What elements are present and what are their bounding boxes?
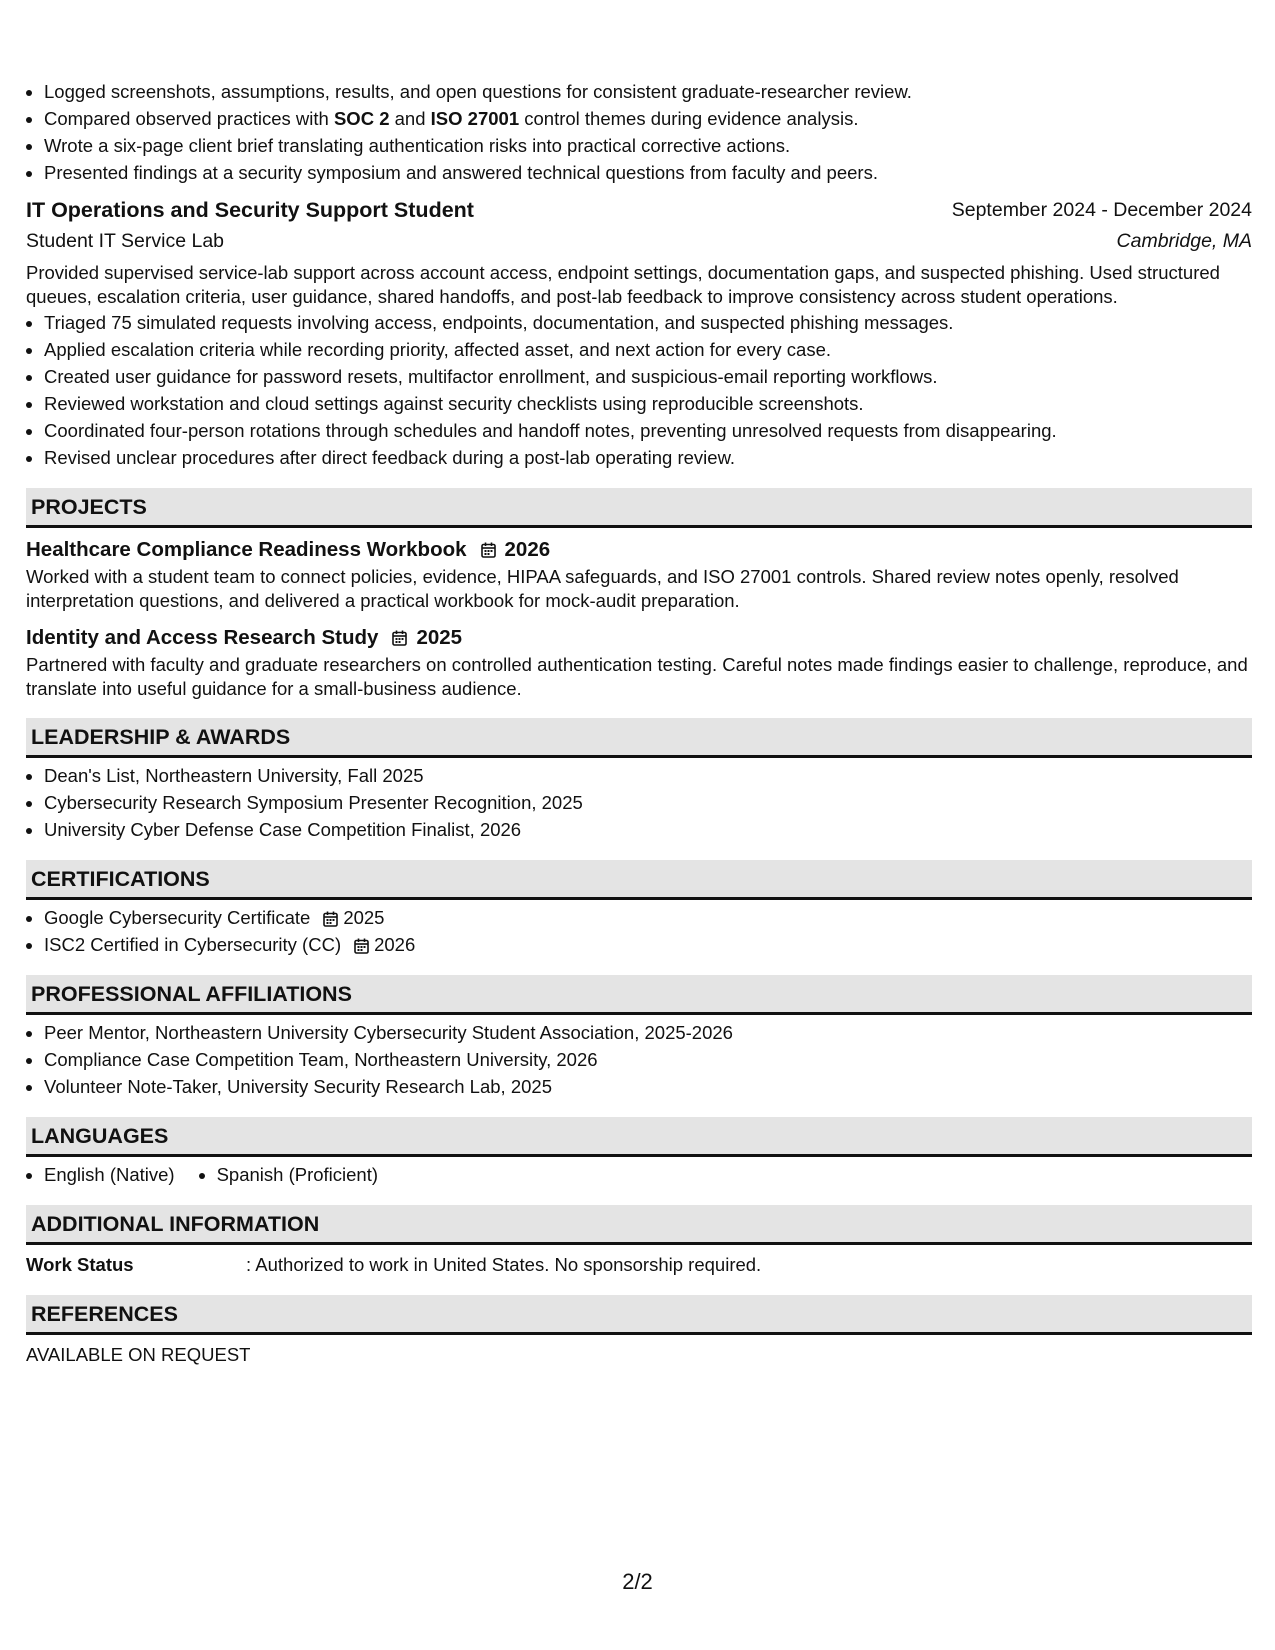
list-item: • Coordinated four-person rotations through schedules and handoff notes, preventing unresolved requests from disappearing. bbox=[44, 417, 1252, 444]
job-location: Cambridge, MA bbox=[1116, 230, 1252, 252]
page-number: 2/2 bbox=[622, 1569, 653, 1594]
project-year: 2026 bbox=[504, 538, 551, 561]
job-summary: Provided supervised service-lab support across account access, endpoint settings, documentation gaps, and suspected phishing. Used structured queues, escalation criteria, user guidance, shared handoffs, and post-lab feedback to improve consistency across student operations. bbox=[26, 262, 1220, 307]
list-item bbox=[44, 931, 1252, 958]
certifications-list bbox=[26, 904, 1252, 958]
language-item: • Spanish (Proficient) bbox=[217, 1161, 378, 1188]
text-segment: and bbox=[389, 108, 431, 129]
calendar-icon bbox=[323, 911, 338, 927]
list-item bbox=[44, 105, 1252, 132]
resume-page-2 bbox=[26, 78, 1252, 1368]
affiliations-list bbox=[26, 1019, 1252, 1100]
bold-term: SOC 2 bbox=[333, 108, 390, 129]
list-item: • Peer Mentor, Northeastern University Cybersecurity Student Association, 2025-2026 bbox=[44, 1019, 1252, 1046]
job-title: IT Operations and Security Support Student bbox=[26, 198, 474, 222]
list-item: • Presented findings at a security symposium and answered technical questions from faculty and peers. bbox=[44, 159, 1252, 186]
job-header bbox=[26, 195, 1252, 225]
list-item bbox=[44, 904, 1252, 931]
list-item: • Wrote a six-page client brief translating authentication risks into practical corrective actions. bbox=[44, 132, 1252, 159]
section-header-projects: PROJECTS bbox=[26, 488, 1252, 528]
section-header-affiliations: PROFESSIONAL AFFILIATIONS bbox=[26, 975, 1252, 1015]
text-segment: Compared observed practices with bbox=[44, 108, 334, 129]
project-year: 2025 bbox=[416, 626, 463, 649]
list-item: • University Cyber Defense Case Competition Finalist, 2026 bbox=[44, 816, 1252, 843]
previous-job-bullets bbox=[26, 78, 1252, 186]
references-text: AVAILABLE ON REQUEST bbox=[26, 1344, 251, 1365]
calendar-icon bbox=[392, 630, 407, 646]
section-header-additional: ADDITIONAL INFORMATION bbox=[26, 1205, 1252, 1245]
certification-year: 2025 bbox=[343, 907, 385, 928]
project-description: Partnered with faculty and graduate researchers on controlled authentication testing. Careful notes made findings easier to challenge, reproduce, and translate into useful guidance for a small-business audience. bbox=[26, 654, 1248, 699]
project-name: Healthcare Compliance Readiness Workbook bbox=[26, 538, 467, 561]
work-status-value: : Authorized to work in United States. No sponsorship required. bbox=[246, 1254, 762, 1275]
certification-name: ISC2 Certified in Cybersecurity (CC) bbox=[44, 934, 342, 955]
list-item: • Applied escalation criteria while recording priority, affected asset, and next action for every case. bbox=[44, 336, 1252, 363]
calendar-icon bbox=[354, 938, 369, 954]
project-heading bbox=[26, 623, 1252, 653]
leadership-list bbox=[26, 762, 1252, 843]
list-item: • Volunteer Note-Taker, University Security Research Lab, 2025 bbox=[44, 1073, 1252, 1100]
job-dates: September 2024 - December 2024 bbox=[951, 199, 1252, 221]
list-item: • Compliance Case Competition Team, Northeastern University, 2026 bbox=[44, 1046, 1252, 1073]
section-header-references: REFERENCES bbox=[26, 1295, 1252, 1335]
bold-term: ISO 27001 bbox=[430, 108, 520, 129]
list-item: • Cybersecurity Research Symposium Presenter Recognition, 2025 bbox=[44, 789, 1252, 816]
work-status-row bbox=[26, 1251, 1252, 1278]
list-item: • Revised unclear procedures after direct feedback during a post-lab operating review. bbox=[44, 444, 1252, 471]
project-heading bbox=[26, 535, 1252, 565]
job-bullets bbox=[26, 309, 1252, 471]
list-item: • Logged screenshots, assumptions, results, and open questions for consistent graduate-researcher review. bbox=[44, 78, 1252, 105]
list-item: • Triaged 75 simulated requests involving access, endpoints, documentation, and suspected phishing messages. bbox=[44, 309, 1252, 336]
job-organization: Student IT Service Lab bbox=[26, 230, 225, 252]
job-subheader bbox=[26, 226, 1252, 256]
section-header-certifications: CERTIFICATIONS bbox=[26, 860, 1252, 900]
list-item: • Created user guidance for password resets, multifactor enrollment, and suspicious-email reporting workflows. bbox=[44, 363, 1252, 390]
section-header-leadership: LEADERSHIP & AWARDS bbox=[26, 718, 1252, 758]
list-item: • Dean's List, Northeastern University, Fall 2025 bbox=[44, 762, 1252, 789]
text-segment: control themes during evidence analysis. bbox=[519, 108, 859, 129]
project-name: Identity and Access Research Study bbox=[26, 626, 379, 649]
list-item: • Reviewed workstation and cloud settings against security checklists using reproducible screenshots. bbox=[44, 390, 1252, 417]
work-status-label: Work Status bbox=[26, 1254, 134, 1275]
project-description: Worked with a student team to connect policies, evidence, HIPAA safeguards, and ISO 27001 controls. Shared review notes openly, resolved interpretation questions, and delivered a practical workbook for mock-audit preparation. bbox=[26, 566, 1179, 611]
certification-name: Google Cybersecurity Certificate bbox=[44, 907, 311, 928]
language-item: • English (Native) bbox=[44, 1161, 175, 1188]
certification-year: 2026 bbox=[374, 934, 416, 955]
languages-list bbox=[26, 1161, 1252, 1188]
calendar-icon bbox=[481, 542, 496, 558]
section-header-languages: LANGUAGES bbox=[26, 1117, 1252, 1157]
